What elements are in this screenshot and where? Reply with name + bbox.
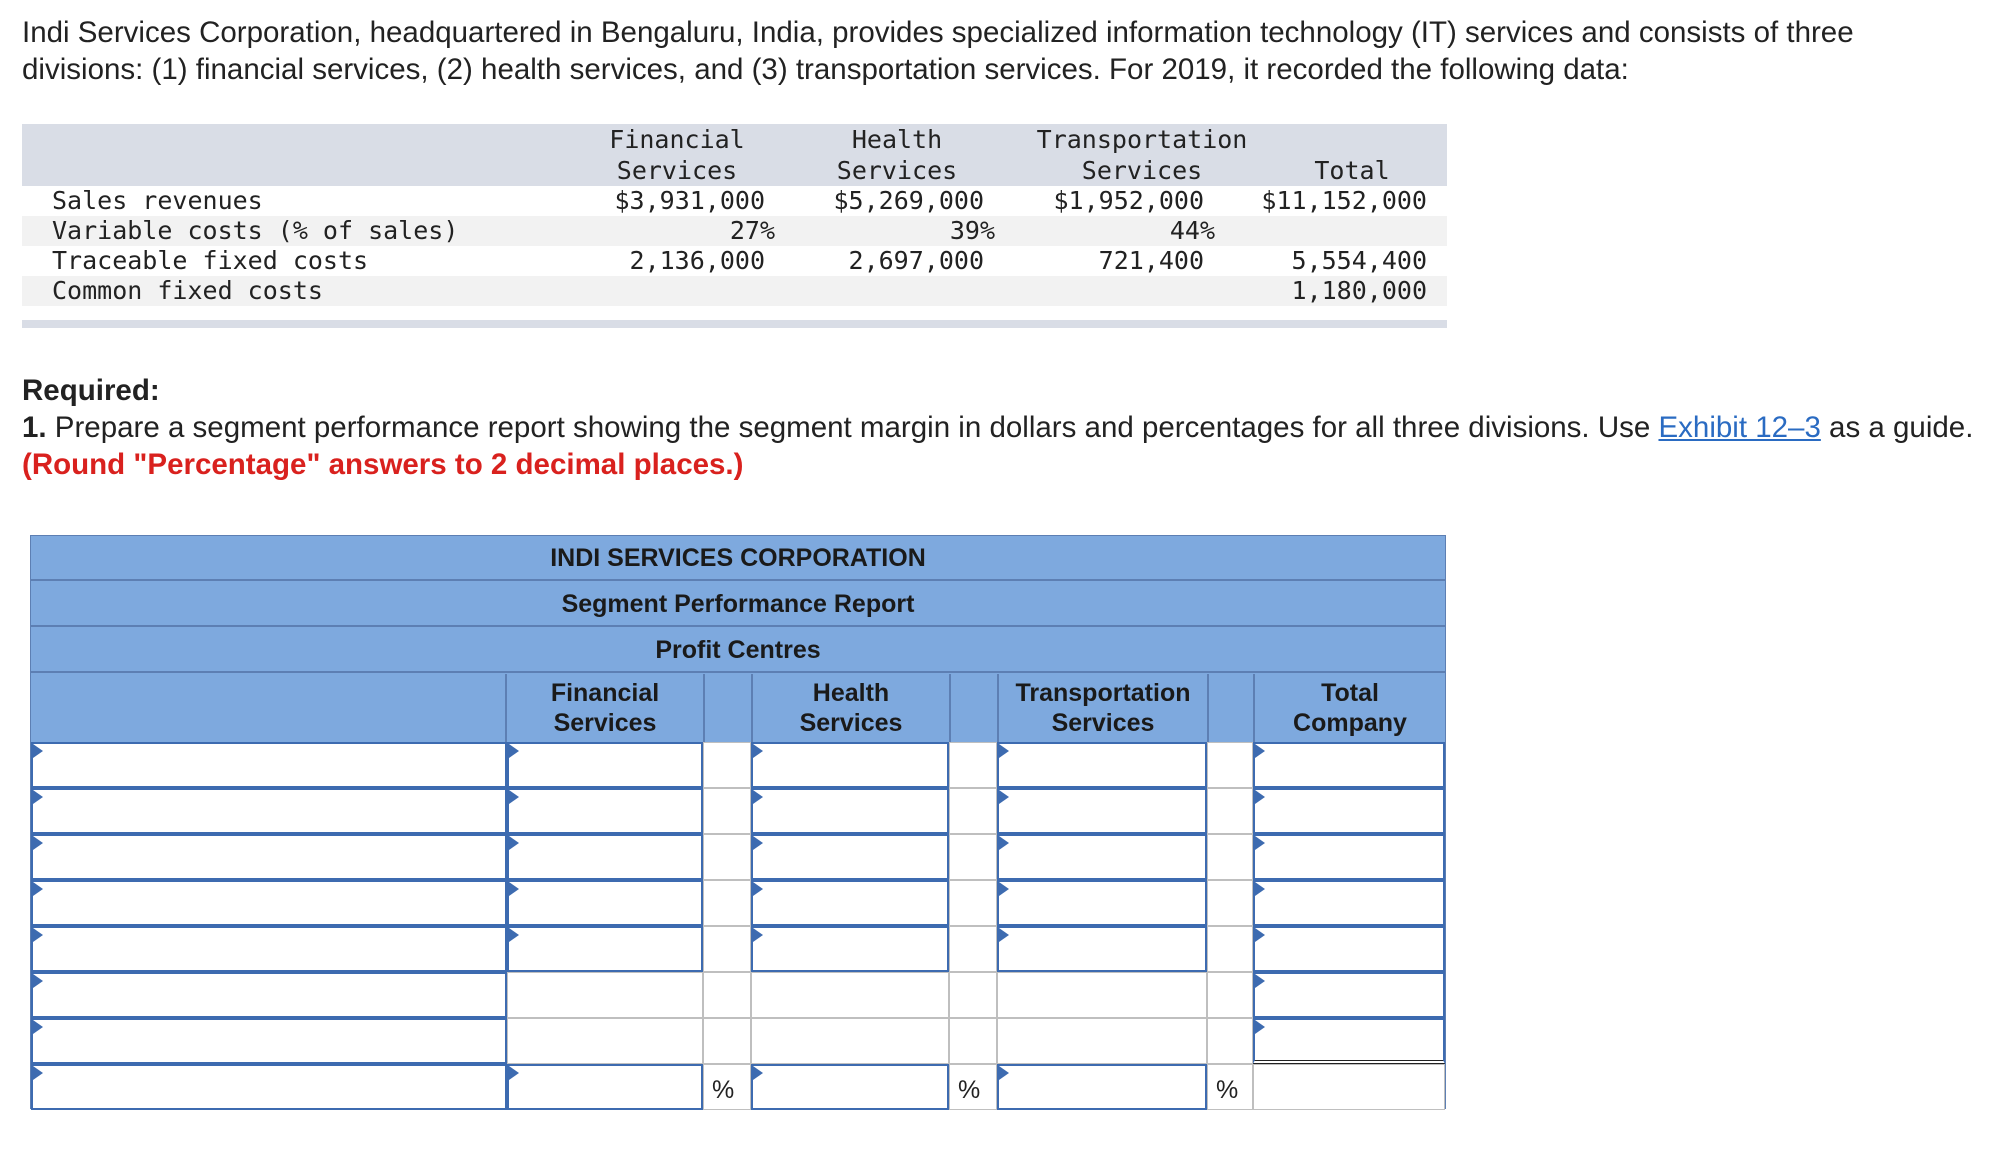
transportation-amount-input[interactable] (997, 880, 1207, 926)
transportation-amount-input[interactable] (997, 788, 1207, 834)
data-row (22, 216, 1447, 246)
data-row (22, 246, 1447, 276)
data-row (22, 186, 1447, 216)
total-amount-input[interactable] (1253, 834, 1445, 880)
empty-cell (507, 1018, 703, 1064)
row-label-input[interactable] (31, 1064, 507, 1110)
empty-cell (1253, 1064, 1445, 1110)
value-financial: 27% (729, 216, 775, 245)
row-label-input[interactable] (31, 1018, 507, 1064)
row-label: Common fixed costs (52, 276, 323, 305)
total-amount-input[interactable] (1253, 972, 1445, 1018)
total-amount-input[interactable] (1253, 1018, 1445, 1064)
percent-sign: % (949, 1064, 997, 1110)
value-health: 2,697,000 (848, 246, 984, 275)
header-financial: Financial Services (609, 125, 745, 185)
empty-cell (703, 972, 751, 1018)
given-data-table (22, 124, 1447, 328)
col-total: Total Company (1293, 679, 1407, 737)
col-health: Health Services (799, 679, 903, 737)
required-heading: Required: (22, 374, 160, 407)
percent-sign: % (1207, 1064, 1253, 1110)
report-row (31, 972, 1445, 1018)
requirement-text: Prepare a segment performance report showing the segment margin in dollars and percentages for all three divisions. Use (46, 411, 1659, 444)
report-row (31, 834, 1445, 880)
column-divider (1207, 674, 1209, 742)
empty-cell (703, 834, 751, 880)
report-title: Segment Performance Report (31, 582, 1445, 627)
total-amount-input[interactable] (1253, 742, 1445, 788)
report-row (31, 1018, 1445, 1064)
row-label-input[interactable] (31, 788, 507, 834)
value-transportation: 721,400 (1098, 246, 1204, 275)
empty-cell (949, 926, 997, 972)
report-row (31, 880, 1445, 926)
value-total: 5,554,400 (1291, 246, 1427, 275)
value-financial: $3,931,000 (614, 186, 765, 215)
empty-cell (507, 972, 703, 1018)
required-section (22, 372, 1982, 483)
empty-cell (751, 1018, 949, 1064)
rounding-instruction: (Round "Percentage" answers to 2 decimal places.) (22, 448, 744, 481)
empty-cell (1207, 788, 1253, 834)
health-amount-input[interactable] (751, 880, 949, 926)
header-total: Total (1314, 156, 1390, 185)
row-label: Traceable fixed costs (52, 246, 369, 275)
empty-cell (949, 880, 997, 926)
empty-cell (703, 788, 751, 834)
report-company: INDI SERVICES CORPORATION (31, 536, 1445, 581)
transportation-amount-input[interactable] (997, 742, 1207, 788)
total-amount-input[interactable] (1253, 788, 1445, 834)
empty-cell (1207, 834, 1253, 880)
report-row (31, 742, 1445, 788)
header-transportation: Transportation Services (1036, 125, 1248, 185)
value-total: $11,152,000 (1261, 186, 1427, 215)
total-amount-input[interactable] (1253, 880, 1445, 926)
row-label: Variable costs (% of sales) (52, 216, 459, 245)
report-subtitle: Profit Centres (31, 628, 1445, 673)
empty-cell (997, 972, 1207, 1018)
col-transportation: Transportation Services (1015, 679, 1191, 737)
value-transportation: $1,952,000 (1053, 186, 1204, 215)
empty-cell (1207, 926, 1253, 972)
column-divider (949, 674, 951, 742)
financial-percent-input[interactable] (507, 1064, 703, 1110)
health-amount-input[interactable] (751, 926, 949, 972)
report-row (31, 788, 1445, 834)
empty-cell (751, 972, 949, 1018)
health-amount-input[interactable] (751, 788, 949, 834)
requirement-after-link: as a guide. (1820, 411, 1974, 444)
row-label-input[interactable] (31, 742, 507, 788)
exhibit-link[interactable]: Exhibit 12–3 (1658, 411, 1821, 444)
total-amount-input[interactable] (1253, 926, 1445, 972)
financial-amount-input[interactable] (507, 926, 703, 972)
data-row (22, 276, 1447, 306)
row-label-input[interactable] (31, 880, 507, 926)
value-transportation: 44% (1169, 216, 1215, 245)
health-amount-input[interactable] (751, 742, 949, 788)
value-financial: 2,136,000 (629, 246, 765, 275)
empty-cell (949, 972, 997, 1018)
data-table-header (22, 124, 1447, 186)
header-health: Health Services (836, 125, 958, 185)
empty-cell (1207, 880, 1253, 926)
row-label: Sales revenues (52, 186, 263, 215)
report-row (31, 1064, 1445, 1110)
empty-cell (1207, 742, 1253, 788)
empty-cell (703, 926, 751, 972)
empty-cell (703, 880, 751, 926)
problem-intro: Indi Services Corporation, headquartered in Bengaluru, India, provides specialized information technology (IT) services and consists of three divisions: (1) financial services, (2) health services, and (3) transportation services. For 2019, it recorded the following data: (22, 16, 1854, 86)
data-table-footer (22, 320, 1447, 328)
segment-report-table (30, 535, 1446, 1109)
row-label-input[interactable] (31, 926, 507, 972)
empty-cell (949, 834, 997, 880)
financial-amount-input[interactable] (507, 880, 703, 926)
empty-cell (1207, 1018, 1253, 1064)
col-financial: Financial Services (550, 679, 660, 737)
transportation-percent-input[interactable] (997, 1064, 1207, 1110)
empty-cell (997, 1018, 1207, 1064)
report-row (31, 926, 1445, 972)
requirement-number: 1. (22, 411, 47, 444)
financial-amount-input[interactable] (507, 788, 703, 834)
empty-cell (949, 742, 997, 788)
report-grid (31, 742, 1445, 1110)
empty-cell (949, 788, 997, 834)
empty-cell (703, 1018, 751, 1064)
value-health: 39% (949, 216, 995, 245)
value-total: 1,180,000 (1291, 276, 1427, 305)
financial-amount-input[interactable] (507, 834, 703, 880)
row-label-input[interactable] (31, 834, 507, 880)
column-divider (703, 674, 705, 742)
transportation-amount-input[interactable] (997, 834, 1207, 880)
empty-cell (949, 1018, 997, 1064)
percent-sign: % (703, 1064, 751, 1110)
value-health: $5,269,000 (833, 186, 984, 215)
empty-cell (1207, 972, 1253, 1018)
health-amount-input[interactable] (751, 834, 949, 880)
transportation-amount-input[interactable] (997, 926, 1207, 972)
financial-amount-input[interactable] (507, 742, 703, 788)
empty-cell (703, 742, 751, 788)
row-label-input[interactable] (31, 972, 507, 1018)
health-percent-input[interactable] (751, 1064, 949, 1110)
